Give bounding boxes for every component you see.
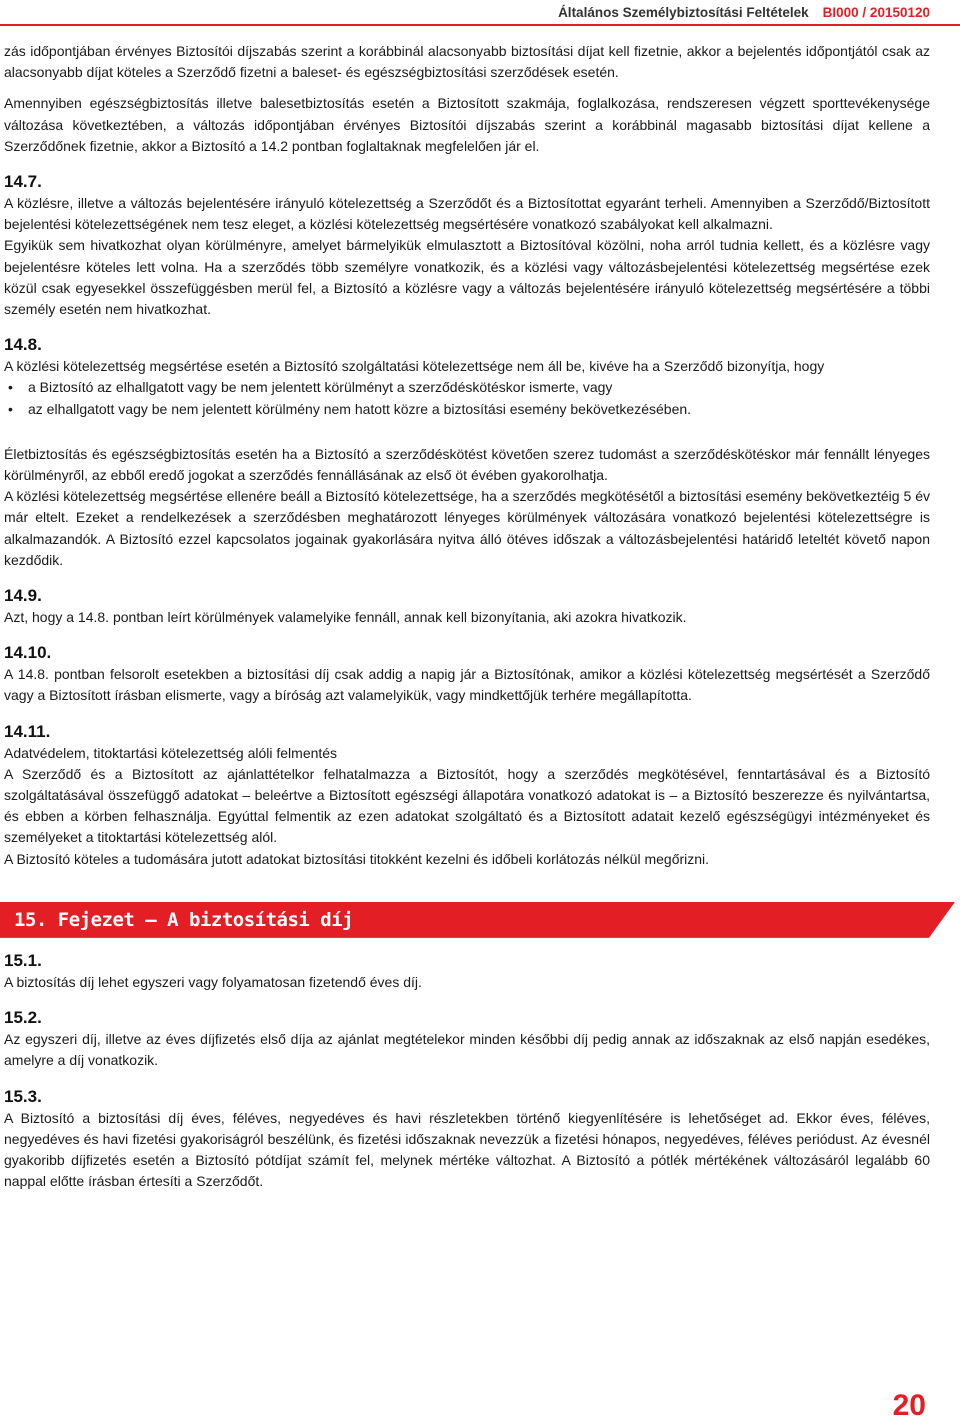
paragraph: Egyikük sem hivatkozhat olyan körülményre, amelyet bármelyikük elmulasztott a Biztosítóval közölni, noha arról tudnia kellett, és a közlésre vagy bejelentésre köteles lett volna. Ha a szerződés több személyre vonatkozik, és a közlési vagy változásbejelentési kötelezettség megsértése ezek közül csak egyesekkel összefüggésben merül fel, a Biztosító a közlésre vagy a változás bejelentésére irányuló kötelezettség megsértésére a többi személy esetén nem hivatkozhat. — [4, 237, 930, 318]
page-number: 20 — [892, 1389, 926, 1422]
paragraph: A biztosítás díj lehet egyszeri vagy folyamatosan fizetendő éves díj. — [4, 973, 422, 990]
section-number-15-1: 15.1. — [4, 950, 42, 970]
section-number-15-2: 15.2. — [4, 1008, 42, 1028]
list-item — [4, 377, 930, 398]
paragraph: Azt, hogy a 14.8. pontban leírt körülmények valamelyike fennáll, annak kell bizonyítania, aki azokra hivatkozik. — [4, 609, 687, 626]
list-item-text: a Biztosító az elhallgatott vagy be nem jelentett körülményt a szerződéskötéskor ismerte, vagy — [28, 379, 613, 396]
paragraph: A közlési kötelezettség megsértése ellenére beáll a Biztosító kötelezettsége, ha a szerződés megkötésétől a biztosítási esemény bekövetkeztéig 5 év már eltelt. Ezeket a rendelkezések a szerződésben meghatározott lényeges körülmények változására vonatkozó bejelentési kötelezettségre is alkalmazandók. A Biztosító ezzel kapcsolatos jogainak gyakorlására nyitva álló ötéves időszak a változásbejelentési határidő leteltét követő napon kezdődik. — [4, 488, 930, 568]
paragraph: A 14.8. pontban felsorolt esetekben a biztosítási díj csak addig a napig jár a Biztosítónak, amikor a közlési kötelezettség megsértését a Szerződő vagy a Biztosított írásban elismerte, vagy a bíróság azt valamelyikük, vagy mindkettőjük terhére megállapította. — [4, 666, 930, 704]
list-item-text: az elhallgatott vagy be nem jelentett körülmény nem hatott közre a biztosítási esemény bekövetkezésében. — [28, 400, 692, 417]
page-header — [558, 0, 930, 24]
chapter-title: 15. Fejezet – A biztosítási díj — [14, 908, 354, 931]
continued-paragraph: zás időpontjában érvényes Biztosítói díjszabás szerint a korábbinál alacsonyabb biztosítási díjat kell fizetnie, akkor a bejelentés időpontjától csak az alacsonyabb díjat köteles a Szerződő fizetni a baleset- és egészségbiztosítási szerződések esetén. — [4, 43, 930, 81]
section-number-14-11: 14.11. — [4, 721, 51, 741]
paragraph: A közlésre, illetve a változás bejelentésére irányuló kötelezettség a Szerződőt és a Biztosítottat egyaránt terheli. Amennyiben a Szerződő/Biztosított bejelentési kötelezettségének nem tesz eleget, a közlési kötelezettség megsértésére vonatkozó szabályokat kell alkalmazni. — [4, 195, 930, 233]
paragraph: Amennyiben egészségbiztosítás illetve balesetbiztosítás esetén a Biztosított szakmája, foglalkozása, rendszeresen végzett sporttevékenysége változása következtében, a változás időpontjában érvényes Biztosítói díjszabás szerint a korábbinál magasabb biztosítási díjat kellene a Szerződőnek fizetnie, akkor a Biztosító a 14.2 pontban foglaltaknak megfelelően jár el. — [4, 95, 930, 154]
section-number-14-7: 14.7. — [4, 172, 42, 192]
section-subtitle: Adatvédelem, titoktartási kötelezettség alóli felmentés — [4, 744, 338, 761]
list-item — [4, 399, 930, 420]
paragraph: A Biztosító a biztosítási díj éves, féléves, negyedéves és havi részletekben történő kiegyenlítésére is lehetőséget ad. Ekkor éves, féléves, negyedéves és havi fizetési gyakoriságról beszélünk, és fizetési időszaknak nevezzük a fizetési hónapos, negyedéves, féléves periódust. Az évesnél gyakoribb díjfizetés esetén a Biztosító pótdíjat számít fel, melynek mértéke változhat. A Biztosító a pótlék mértékének változásáról legalább 60 nappal előtte írásban értesíti a Szerződőt. — [4, 1109, 930, 1190]
paragraph: A közlési kötelezettség megsértése esetén a Biztosító szolgáltatási kötelezettsége nem áll be, kivéve ha a Szerződő bizonyítja, hogy — [4, 358, 825, 375]
section-number-14-9: 14.9. — [4, 586, 42, 606]
paragraph: A Biztosító köteles a tudomására jutott adatokat biztosítási titokként kezelni és időbeli korlátozás nélkül megőrizni. — [4, 850, 710, 867]
section-number-14-10: 14.10. — [4, 643, 52, 663]
document-title: Általános Személybiztosítási Feltételek — [558, 4, 809, 20]
bullet-list — [4, 377, 930, 419]
bullet-icon: • — [8, 400, 13, 417]
document-code: BI000 / 20150120 — [822, 4, 930, 20]
header-divider — [0, 24, 960, 26]
paragraph: Életbiztosítás és egészségbiztosítás esetén ha a Biztosító a szerződéskötést követően szerez tudomást a szerződéskötéskor már fennállt lényeges körülményről, az ebből eredő jogokat a szerződés fennállásának az első öt évében gyakorolhatja. — [4, 445, 930, 484]
paragraph: Az egyszeri díj, illetve az éves díjfizetés első díja az ajánlat megtételekor minden későbbi díj pedig annak az időszaknak az első napján esedékes, amelyre a díj vonatkozik. — [4, 1031, 930, 1069]
section-number-14-8: 14.8. — [4, 335, 42, 355]
chapter-heading — [0, 902, 960, 938]
paragraph: A Szerződő és a Biztosított az ajánlattételkor felhatalmazza a Biztosítót, hogy a szerződés megkötésével, fenntartásával és a Biztosító szolgáltatásával összefüggő adatokat – beleértve a Biztosított egészségi állapotára vonatkozó adatokat is – a Biztosító beszerezze és nyilvántartsa, és ebben a körben felhasználja. Egyúttal felmentik az ezen adatokat szolgáltató és a Biztosított adatait kezelő egészségügyi intézményeket és személyeket a titoktartási kötelezettség alól. — [4, 765, 930, 846]
document-body — [4, 41, 930, 1192]
section-number-15-3: 15.3. — [4, 1086, 42, 1106]
bullet-icon: • — [8, 379, 13, 396]
